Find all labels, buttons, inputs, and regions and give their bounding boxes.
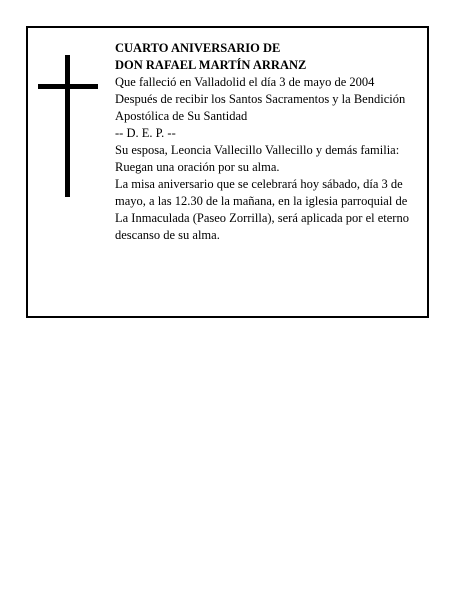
rest-in-peace: -- D. E. P. -- <box>115 126 176 140</box>
notice-heading-line1: CUARTO ANIVERSARIO DE <box>115 41 281 55</box>
family-info: Su esposa, Leoncia Vallecillo Vallecillo y demás familia: <box>115 143 400 157</box>
mass-info: La misa aniversario que se celebrará hoy sábado, día 3 de mayo, a las 12.30 de la mañana, en la iglesia parroquial de La Inmaculada (Paseo Zorrilla), será aplicada por el eterno descanso de su alma. <box>115 177 409 242</box>
cross-icon <box>38 55 98 197</box>
cross-vertical-bar <box>65 55 70 197</box>
death-info: Que falleció en Valladolid el día 3 de mayo de 2004 <box>115 75 375 89</box>
sacraments-info: Después de recibir los Santos Sacramentos y la Bendición Apostólica de Su Santidad <box>115 92 406 123</box>
obituary-notice <box>26 26 429 318</box>
cross-horizontal-bar <box>38 84 98 89</box>
notice-text <box>115 40 415 244</box>
prayer-request: Ruegan una oración por su alma. <box>115 160 280 174</box>
notice-heading-line2: DON RAFAEL MARTÍN ARRANZ <box>115 58 307 72</box>
